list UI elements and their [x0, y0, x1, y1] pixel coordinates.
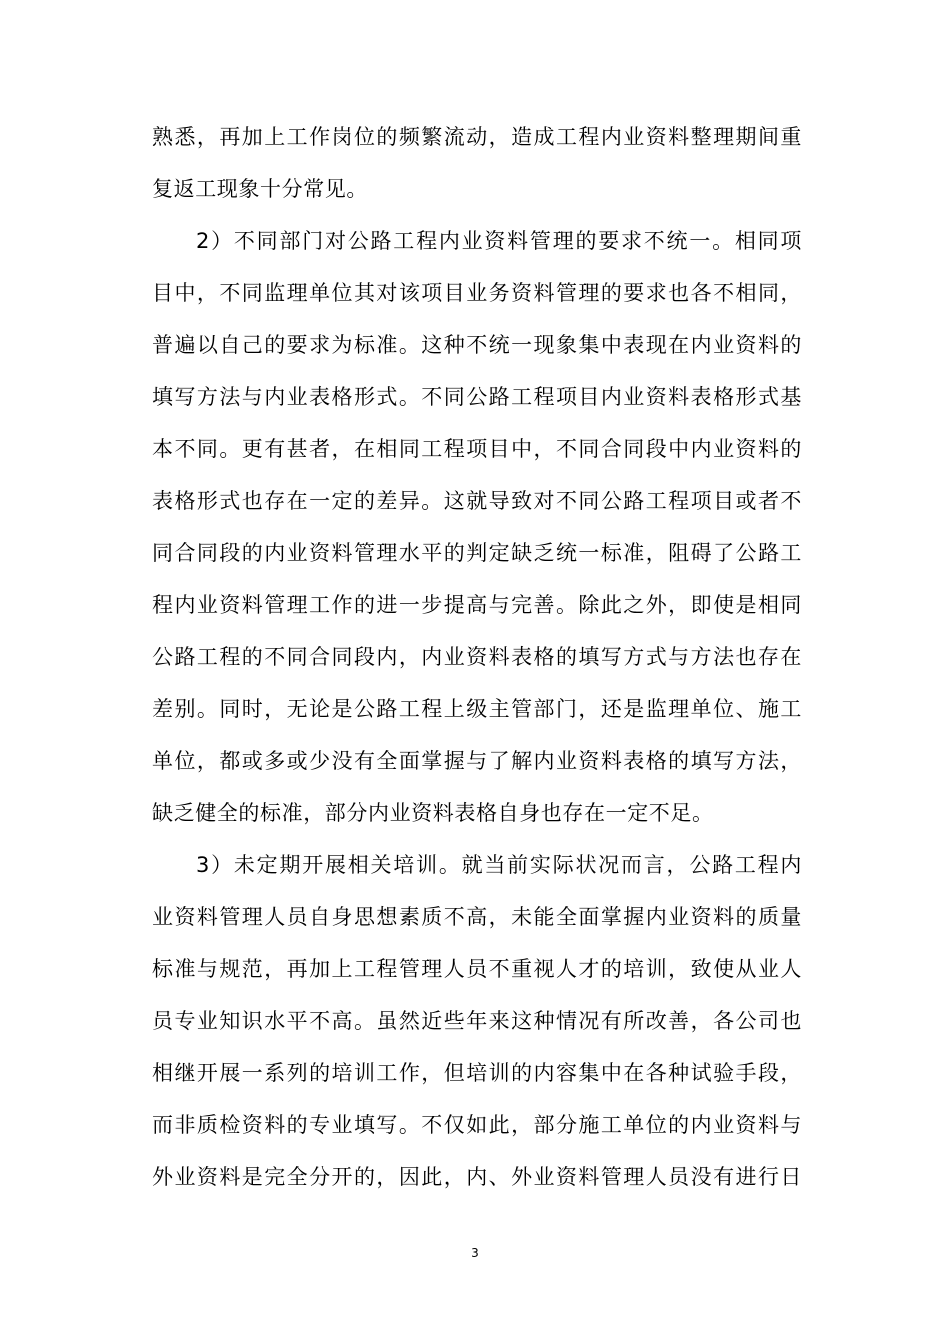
text-line: 业资料管理人员自身思想素质不高，未能全面掌握内业资料的质量	[152, 905, 802, 929]
text-line: 复返工现象十分常见。	[152, 177, 368, 201]
text-line: 熟悉，再加上工作岗位的频繁流动，造成工程内业资料整理期间重	[152, 125, 802, 149]
text-line: 而非质检资料的专业填写。不仅如此，部分施工单位的内业资料与	[152, 1113, 802, 1137]
text-line: 缺乏健全的标准，部分内业资料表格自身也存在一定不足。	[152, 801, 714, 825]
text-line: 程内业资料管理工作的进一步提高与完善。除此之外，即使是相同	[152, 593, 802, 617]
text-line: 公路工程的不同合同段内，内业资料表格的填写方式与方法也存在	[152, 645, 802, 669]
text-line: 单位，都或多或少没有全面掌握与了解内业资料表格的填写方法，	[152, 749, 802, 773]
text-line: 本不同。更有甚者，在相同工程项目中，不同合同段中内业资料的	[152, 437, 802, 461]
text-line: 表格形式也存在一定的差异。这就导致对不同公路工程项目或者不	[152, 489, 802, 513]
text-line: 目中，不同监理单位其对该项目业务资料管理的要求也各不相同，	[152, 281, 802, 305]
text-line: 同合同段的内业资料管理水平的判定缺乏统一标准，阻碍了公路工	[152, 541, 802, 565]
text-line: 标准与规范，再加上工程管理人员不重视人才的培训，致使从业人	[152, 957, 802, 981]
text-line: 员专业知识水平不高。虽然近些年来这种情况有所改善，各公司也	[152, 1009, 802, 1033]
text-line: 相继开展一系列的培训工作，但培训的内容集中在各种试验手段，	[152, 1061, 802, 1085]
text-line: 普遍以自己的要求为标准。这种不统一现象集中表现在内业资料的	[152, 333, 802, 357]
text-line: 差别。同时，无论是公路工程上级主管部门，还是监理单位、施工	[152, 697, 802, 721]
text-line: 3）未定期开展相关培训。就当前实际状况而言，公路工程内	[196, 853, 802, 877]
text-line: 填写方法与内业表格形式。不同公路工程项目内业资料表格形式基	[152, 385, 802, 409]
text-line: 外业资料是完全分开的，因此，内、外业资料管理人员没有进行日	[152, 1165, 802, 1189]
text-line: 2）不同部门对公路工程内业资料管理的要求不统一。相同项	[196, 229, 802, 253]
page-number: 3	[471, 1246, 479, 1260]
